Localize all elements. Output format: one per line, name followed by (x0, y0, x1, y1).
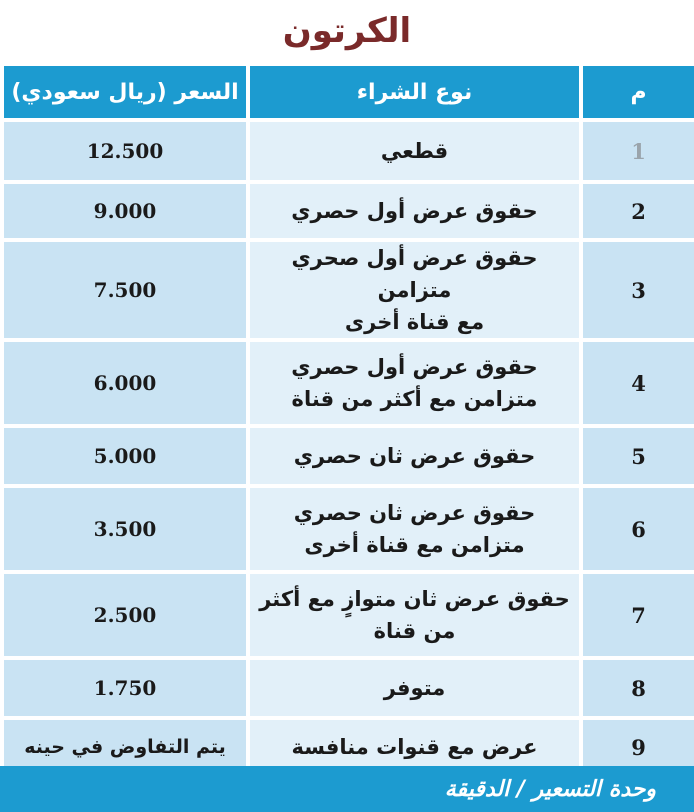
row-number: 8 (581, 658, 694, 718)
row-purchase-type (248, 182, 581, 240)
row-purchase-type (248, 572, 581, 658)
purchase-type-line: عرض مع قنوات منافسة (291, 735, 538, 759)
purchase-type-line: متزامن مع أكثر من قناة (291, 387, 538, 411)
header-number: م (581, 64, 694, 120)
header-price: السعر (ريال سعودي) (2, 64, 248, 120)
table-row (2, 120, 694, 182)
pricing-table (0, 62, 694, 778)
row-purchase-type (248, 240, 581, 340)
table-row (2, 340, 694, 426)
row-purchase-type (248, 426, 581, 486)
table-row (2, 426, 694, 486)
row-price: يتم التفاوض في حينه (2, 718, 248, 776)
table-header-row (2, 64, 694, 120)
purchase-type-line: حقوق عرض ثان متوازٍ مع أكثر (259, 587, 570, 611)
header-purchase-type: نوع الشراء (248, 64, 581, 120)
table-row (2, 240, 694, 340)
row-price: 12.500 (2, 120, 248, 182)
row-number: 3 (581, 240, 694, 340)
purchase-type-line: متوفر (383, 676, 446, 700)
purchase-type-line: قطعي (380, 139, 449, 163)
purchase-type-line: حقوق عرض ثان حصري (293, 501, 536, 525)
purchase-type-line: حقوق عرض أول حصري (291, 355, 538, 379)
row-price: 3.500 (2, 486, 248, 572)
row-price: 5.000 (2, 426, 248, 486)
table-row (2, 658, 694, 718)
row-price: 6.000 (2, 340, 248, 426)
row-price: 1.750 (2, 658, 248, 718)
table-row (2, 182, 694, 240)
purchase-type-line: مع قناة أخرى (344, 310, 485, 334)
row-price: 9.000 (2, 182, 248, 240)
table-row (2, 572, 694, 658)
pricing-unit-footer: وحدة التسعير / الدقيقة (0, 766, 694, 812)
row-price: 7.500 (2, 240, 248, 340)
row-number: 4 (581, 340, 694, 426)
row-number: 1 (581, 120, 694, 182)
table-row (2, 486, 694, 572)
purchase-type-line: حقوق عرض أول حصري (291, 199, 538, 223)
purchase-type-line: حقوق عرض ثان حصري (293, 444, 536, 468)
row-purchase-type (248, 120, 581, 182)
row-number: 2 (581, 182, 694, 240)
row-number: 7 (581, 572, 694, 658)
purchase-type-line: متزامن مع قناة أخرى (304, 533, 525, 557)
row-purchase-type (248, 486, 581, 572)
row-number: 5 (581, 426, 694, 486)
page-title: الكرتون (282, 11, 412, 51)
row-number: 6 (581, 486, 694, 572)
purchase-type-line: من قناة (373, 619, 456, 643)
row-price: 2.500 (2, 572, 248, 658)
row-purchase-type (248, 658, 581, 718)
row-purchase-type (248, 340, 581, 426)
row-number: 9 (581, 718, 694, 776)
purchase-type-line: حقوق عرض أول صحري متزامن (291, 246, 538, 302)
